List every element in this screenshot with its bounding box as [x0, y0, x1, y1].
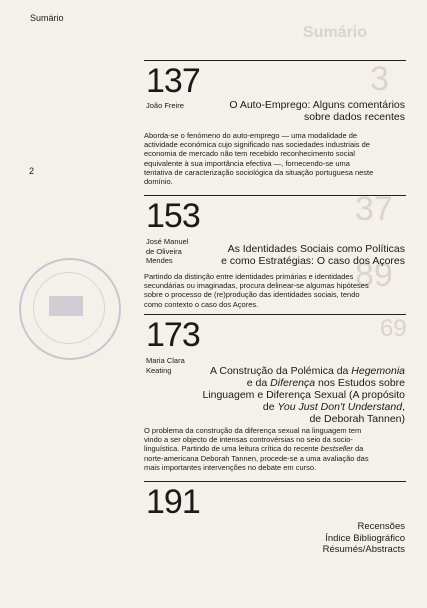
entry-divider [144, 314, 406, 315]
author-line: Keating [146, 365, 172, 375]
show-through-number-69: 69 [380, 315, 407, 342]
abstract-line: secundárias ou imaginadas, procura delinear-se algumas hipóteses [144, 281, 369, 291]
title-line: de Deborah Tannen) [309, 413, 405, 425]
show-through-number-37: 37 [355, 190, 393, 228]
abstract-line: equivalente à sua importância efectiva —, fornecendo-se uma [144, 158, 350, 168]
back-matter-item: Recensões [357, 521, 405, 532]
abstract-line: linguística. Partindo de uma leitura crítica do recente bestseller da [144, 444, 364, 454]
abstract-line: vindo a ser objecto de intensas controvérsias no seio da socio- [144, 435, 353, 445]
author-line: Mendes [146, 256, 173, 265]
page-number: 2 [29, 166, 35, 176]
title-line: As Identidades Sociais como Políticas [227, 243, 405, 255]
entry-title [221, 243, 405, 267]
title-line: de You Just Don't Understand, [262, 401, 405, 413]
entry-title [229, 99, 405, 123]
section-label: Sumário [30, 13, 64, 23]
title-line: Linguagem e Diferença Sexual (A propósito [202, 389, 405, 401]
abstract-line: O problema da construção da diferença sexual na linguagem tem [144, 426, 362, 435]
back-matter-item: Résumés/Abstracts [322, 544, 405, 555]
abstract-line: Partindo da distinção entre identidades primárias e identidades [144, 272, 354, 281]
entry-page-number: 173 [146, 316, 200, 354]
abstract-line: domínio. [144, 177, 173, 187]
entry-page-number: 137 [146, 62, 200, 100]
abstract-line: tentativa de caracterização sociológica da situação portuguesa neste [144, 167, 374, 177]
abstract-line: mais importantes intervenções no debate em curso. [144, 462, 317, 472]
abstract-line: norte-americana Deborah Tannen, procede-se a uma avaliação das [144, 453, 369, 463]
title-line: e da Diferença nos Estudos sobre [246, 377, 405, 389]
entry-author [146, 237, 206, 266]
abstract-line: Aborda-se o fenómeno do auto-emprego — uma modalidade de [144, 131, 358, 140]
entry-author [146, 356, 206, 375]
entry-abstract [144, 131, 406, 186]
back-matter-item: Índice Bibliográfico [325, 532, 405, 544]
abstract-line: sobre o processo de (re)produção das identidades sociais, tendo [144, 290, 360, 300]
entry-divider [144, 195, 406, 196]
title-line: O Auto-Emprego: Alguns comentários [229, 99, 405, 111]
author-line: José Manuel [146, 237, 189, 246]
abstract-line: economia de mercado não tem recebido reconhecimento social [144, 149, 355, 159]
entry-title [202, 365, 405, 425]
author-line: Maria Clara [146, 356, 185, 365]
entry-author: João Freire [146, 101, 184, 110]
show-through-number-3: 3 [370, 60, 389, 98]
library-stamp-logo [49, 296, 83, 316]
entry-divider [144, 60, 406, 61]
entry-divider [144, 481, 406, 482]
show-through-number-89: 89 [355, 256, 393, 294]
entry-abstract [144, 272, 406, 309]
author-line: de Oliveira [146, 246, 182, 256]
abstract-line: como contexto o caso dos Açores. [144, 299, 259, 309]
title-line: A Construção da Polémica da Hegemonia [210, 365, 405, 377]
entry-abstract [144, 426, 406, 472]
entry-page-number: 191 [146, 483, 200, 521]
title-line: e como Estratégias: O caso dos Açores [221, 255, 405, 267]
show-through-sumario: Sumário [303, 24, 368, 41]
abstract-line: actividade económica cujo significado nas sociedades industriais de [144, 140, 370, 150]
entry-page-number: 153 [146, 197, 200, 235]
title-line: sobre dados recentes [304, 111, 405, 123]
back-matter-list [323, 521, 405, 556]
